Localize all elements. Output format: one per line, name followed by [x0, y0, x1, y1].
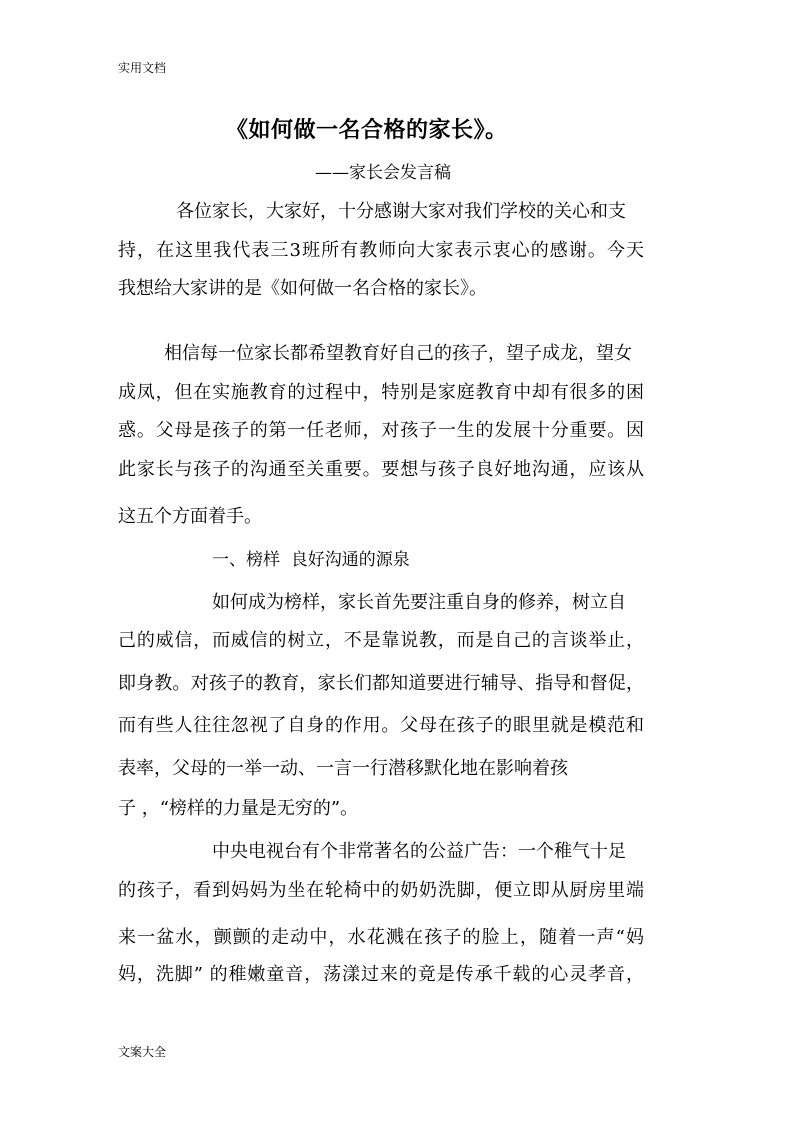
paragraph-4-line-2: 的孩子，看到妈妈为坐在轮椅中的奶奶洗脚，便立即从厨房里端 — [118, 880, 644, 901]
paragraph-1-line-1: 各位家长，大家好，十分感谢大家对我们学校的关心和支 — [176, 201, 626, 222]
paragraph-3-line-4: 而有些人往往忽视了自身的作用。父母在孩子的眼里就是模范和 — [118, 715, 644, 736]
paragraph-3-line-1: 如何成为榜样，家长首先要注重自身的修养，树立自 — [212, 592, 626, 613]
paragraph-2-line-5: 这五个方面着手。 — [118, 506, 262, 527]
paragraph-2-line-1: 相信每一位家长都希望教育好自己的孩子，望子成龙，望女 — [164, 343, 632, 364]
paragraph-3-line-6: 子 ，“榜样的力量是无穷的”。 — [118, 798, 359, 819]
paragraph-2-line-4: 此家长与孩子的沟通至关重要。要想与孩子良好地沟通，应该从 — [118, 459, 644, 480]
document-title: 《如何做一名合格的家长》。 — [226, 117, 508, 143]
paragraph-2-line-2: 成凤，但在实施教育的过程中，特别是家庭教育中却有很多的困 — [118, 382, 644, 403]
paragraph-1-line-3: 我想给大家讲的是《如何做一名合格的家长》。 — [118, 278, 487, 299]
section-heading-1: 一、榜样 良好沟通的源泉 — [212, 550, 410, 570]
page-header-label: 实用文档 — [118, 61, 167, 75]
paragraph-4-line-3: 来一盆水，颤颤的走动中，水花溅在孩子的脸上，随着一声“妈 — [118, 927, 644, 948]
paragraph-3-line-2: 己的威信，而威信的树立，不是靠说教，而是自己的言谈举止， — [118, 630, 644, 651]
paragraph-4-line-4: 妈，洗脚” 的稚嫩童音，荡漾过来的竟是传承千载的心灵孝音， — [118, 964, 644, 985]
paragraph-3-line-5: 表率，父母的一举一动、一言一行潜移默化地在影响着孩 — [118, 758, 568, 779]
document-subtitle: ——家长会发言稿 — [315, 163, 451, 183]
paragraph-1-line-2: 持，在这里我代表三3班所有教师向大家表示衷心的感谢。今天 — [118, 240, 644, 261]
paragraph-4-line-1: 中央电视台有个非常著名的公益广告：一个稚气十足 — [212, 841, 626, 862]
paragraph-2-line-3: 惑。父母是孩子的第一任老师，对孩子一生的发展十分重要。因 — [118, 420, 644, 441]
paragraph-3-line-3: 即身教。对孩子的教育，家长们都知道要进行辅导、指导和督促， — [118, 673, 644, 694]
page-footer-label: 文案大全 — [118, 1045, 167, 1059]
